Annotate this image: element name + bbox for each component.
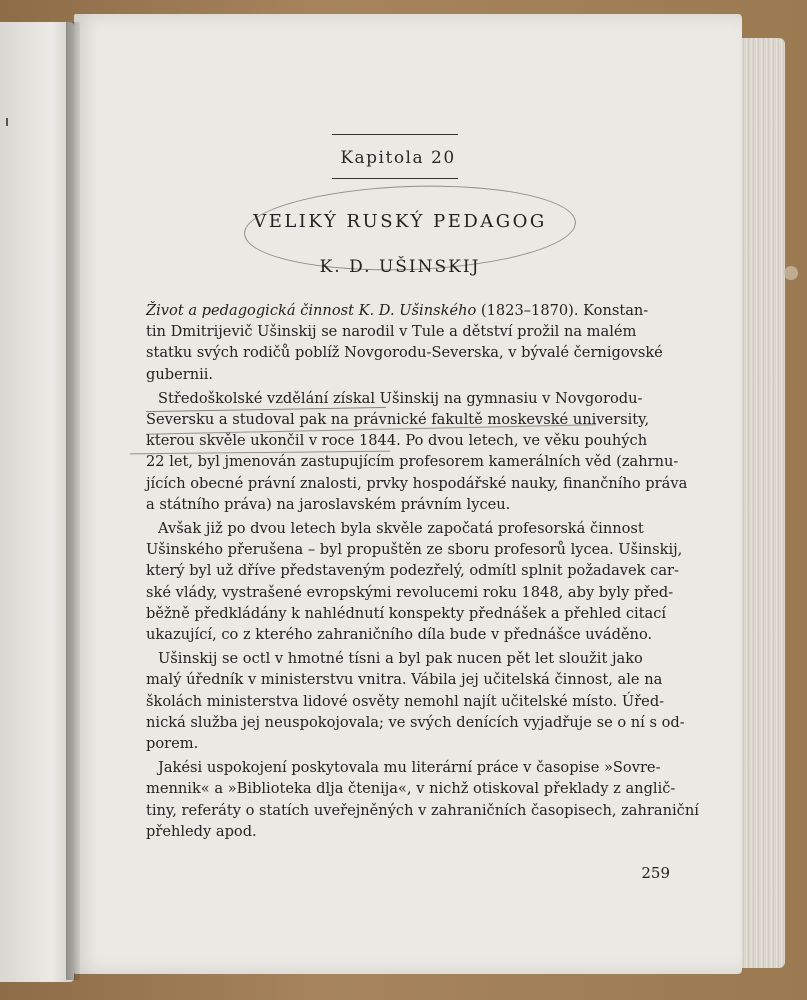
chapter-label: Kapitola 20 (340, 148, 456, 168)
text-line: statku svých rodičů poblíž Novgorodu-Severska, v bývalé černigovské (146, 344, 663, 362)
text-line: 22 let, byl jmenován zastupujícím profesorem kamerálních věd (zahrnu- (146, 453, 679, 471)
chapter-rule-top (332, 134, 458, 135)
text-line: gubernii. (146, 365, 214, 383)
text-line: běžně předkládány k nahlédnutí konspekty přednášek a přehled citací (146, 604, 667, 622)
paragraph-1 (146, 300, 666, 385)
text-line: přehledy apod. (146, 822, 257, 840)
text-line: Ušinskij se octl v hmotné tísni a byl pak nucen pět let sloužit jako (158, 650, 643, 668)
text-line: tiny, referáty o statích uveřejněných v zahraničních časopisech, zahraniční (146, 801, 699, 819)
text-line: Středoškolské vzdělání získal Ušinskij na gymnasiu v Novgorodu- (158, 389, 643, 407)
paragraph-5 (146, 757, 699, 842)
paragraph-3 (146, 518, 683, 645)
left-page-edge (0, 22, 74, 982)
text-line: kterou skvěle ukončil v roce 1844. Po dvou letech, ve věku pouhých (146, 432, 648, 450)
text-line: porem. (146, 735, 199, 753)
paragraph-4 (146, 648, 685, 754)
chapter-rule-bottom (332, 178, 458, 179)
text-line: Ušinského přerušena – byl propuštěn ze sboru profesorů lycea. Ušinskij, (146, 541, 683, 559)
text-line: nická služba jej neuspokojovala; ve svých denících vyjadřuje se o ní s od- (146, 713, 685, 731)
text-line: Seversku a studoval pak na právnické fakultě moskevské university, (146, 411, 650, 429)
left-page-mark (6, 118, 14, 126)
text-line: který byl už dříve představeným podezřelý, odmítl splnit požadavek car- (146, 562, 679, 580)
book-gutter (66, 22, 80, 980)
text-line: a státního práva) na jaroslavském právním lyceu. (146, 495, 511, 513)
page-number: 259 (641, 864, 670, 882)
text-line: Jakési uspokojení poskytovala mu literární práce v časopise »Sovre- (158, 759, 661, 777)
text-line: školách ministerstva lidové osvěty nemohl najít učitelské místo. Úřed- (146, 692, 665, 710)
text-line: mennik« a »Biblioteka dlja čtenija«, v nichž otiskoval překlady z anglič- (146, 780, 676, 798)
chapter-subtitle: K. D. UŠINSKIJ (319, 257, 481, 277)
body-text (146, 300, 699, 842)
text-line: Život a pedagogická činnost K. D. Ušinského (1823–1870). Konstan- (146, 302, 649, 319)
paper-stain (784, 266, 798, 280)
chapter-title: VELIKÝ RUSKÝ PEDAGOG (253, 211, 547, 232)
text-line: jících obecné právní znalosti, prvky hospodářské nauky, finančního práva (146, 474, 688, 492)
text-line: tin Dmitrijevič Ušinskij se narodil v Tule a dětství prožil na malém (146, 323, 637, 341)
text-line: malý úředník v ministerstvu vnitra. Vábila jej učitelská činnost, ale na (146, 671, 663, 689)
text-line: Avšak již po dvou letech byla skvěle započatá profesorská činnost (158, 520, 644, 538)
text-line: ukazující, co z kterého zahraničního díla bude v přednášce uváděno. (146, 626, 653, 644)
text-line: ské vlády, vystrašené evropskými revolucemi roku 1848, aby byly před- (146, 583, 674, 601)
